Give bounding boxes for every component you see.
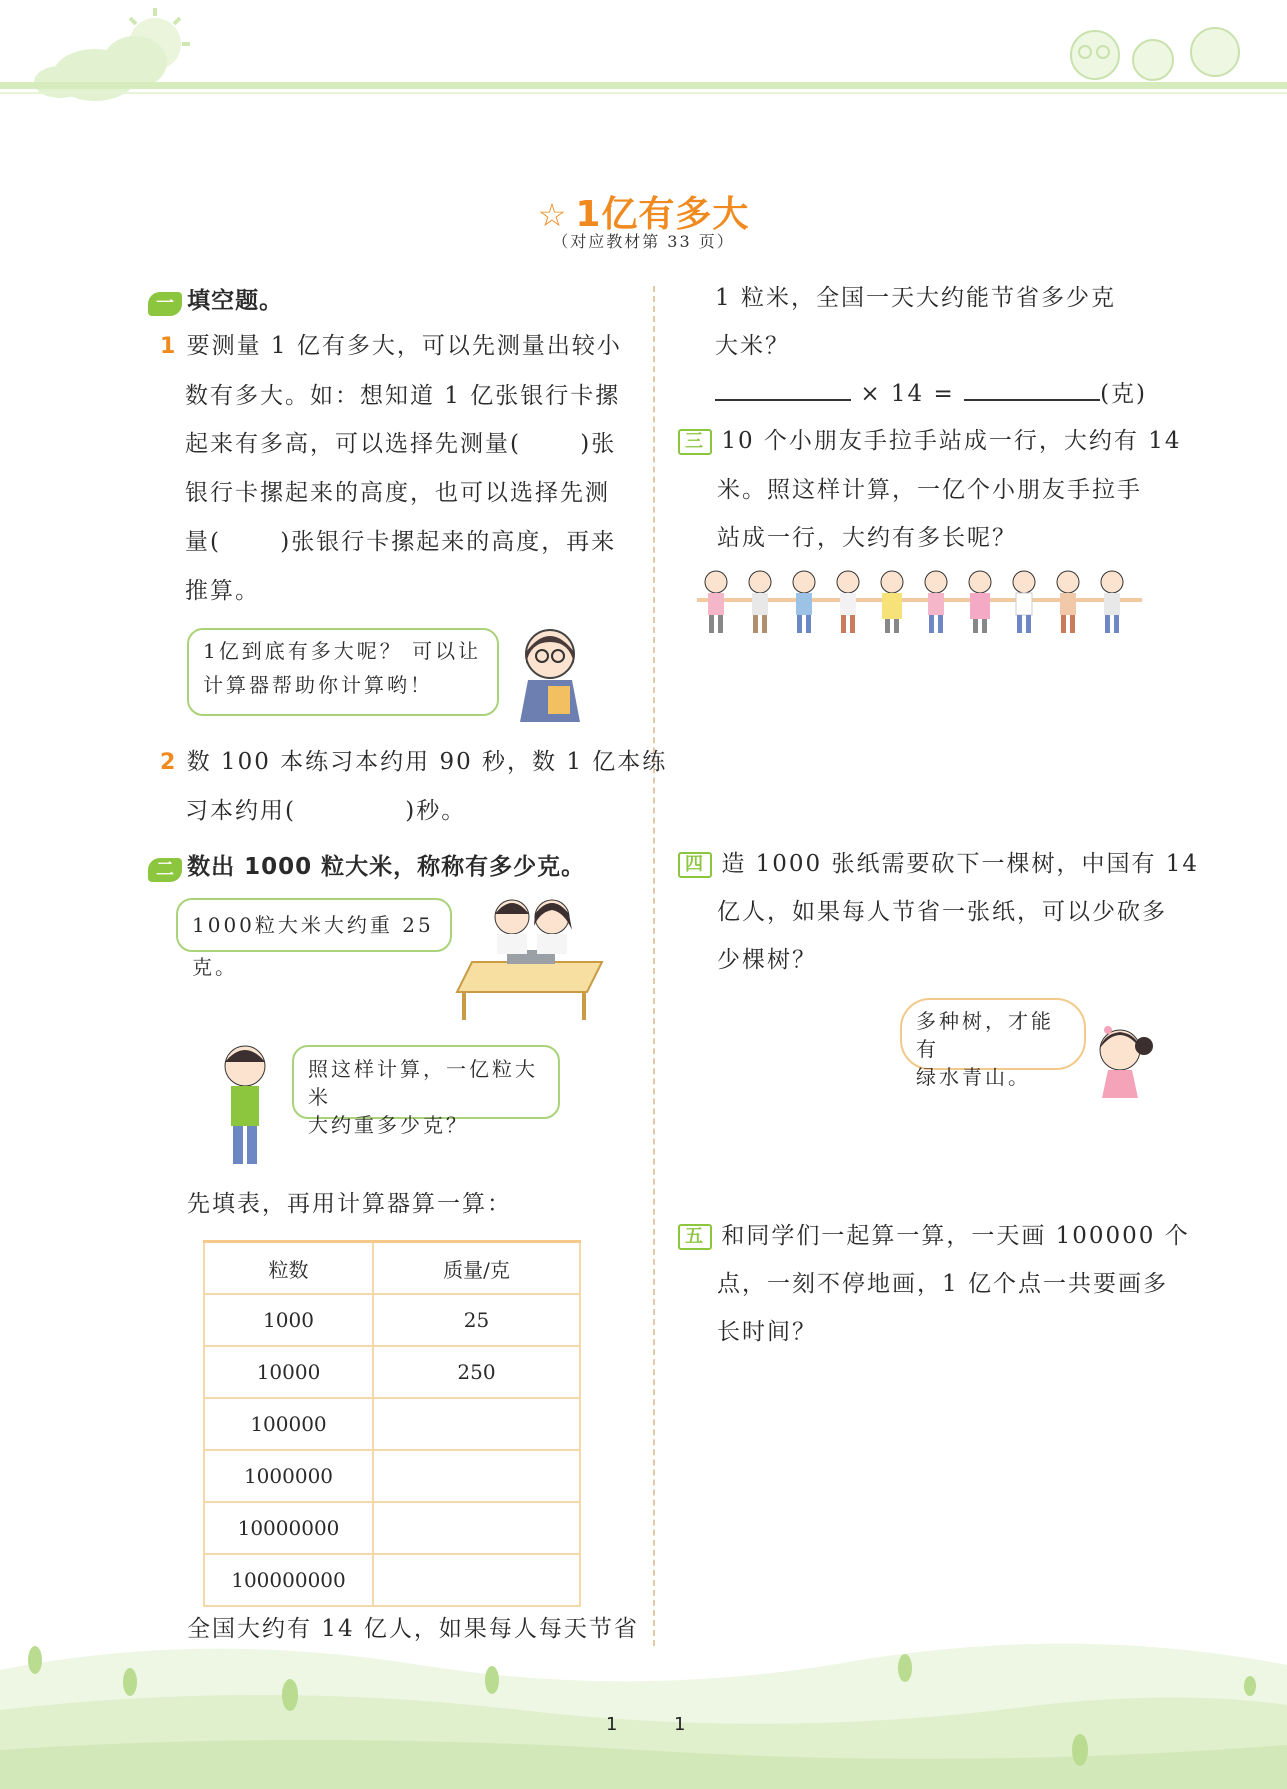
footer-hills-decoration: [0, 1610, 1287, 1789]
section2-cont-line-1: 1 粒米，全国一天大约能节省多少克: [715, 285, 1116, 311]
section2-title: 数出 1000 粒大米，称称有多少克。: [187, 854, 586, 880]
table-instruction: 先填表，再用计算器算一算：: [187, 1191, 512, 1217]
q2-line-2: 习本约用( )秒。: [185, 798, 467, 824]
section4-line-2: 亿人，如果每人节省一张纸，可以少砍多: [717, 899, 1167, 925]
section5-badge: 五: [678, 1224, 712, 1250]
table-row: 1000 25: [204, 1294, 580, 1346]
tree-tip-bubble: 多种树，才能有 绿水青山。: [900, 998, 1086, 1070]
girl-illustration: [1088, 1020, 1158, 1100]
rice-weight-bubble: 1000粒大米大约重 25 克。: [176, 898, 452, 952]
section4-line-1: 四 造 1000 张纸需要砍下一棵树，中国有 14: [678, 840, 1199, 888]
formula-line: [715, 370, 1147, 418]
section4-badge: 四: [678, 852, 712, 878]
q1-line-6: 推算。: [185, 578, 260, 604]
rice-weight-table: [203, 1240, 581, 1607]
table-header-mass: 质量/克: [373, 1242, 580, 1295]
page-number-right: 1: [674, 1714, 686, 1735]
section2-tail-line: 全国大约有 14 亿人，如果每人每天节省: [187, 1616, 639, 1642]
section1-badge: 一: [148, 292, 182, 316]
q1-line-2: 数有多大。如：想知道 1 亿张银行卡摞: [185, 383, 621, 409]
table-row: 100000000: [204, 1554, 580, 1606]
section1-title: 填空题。: [187, 288, 284, 314]
page-title-text: 1亿有多大: [575, 194, 750, 235]
q1-tip-bubble: 1亿到底有多大呢？ 可以让 计算器帮助你计算哟！: [187, 628, 499, 716]
page-subtitle: （对应教材第 33 页）: [552, 232, 735, 251]
section3-line-3: 站成一行，大约有多长呢？: [717, 525, 1017, 551]
teacher-illustration: [500, 624, 590, 724]
table-header-row: [204, 1242, 580, 1295]
answer-cell[interactable]: [373, 1502, 580, 1554]
section5-line-1: 五 和同学们一起算一算，一天画 100000 个: [678, 1212, 1190, 1260]
kids-weighing-illustration: [452, 892, 612, 1022]
formula-operator: × 14 =: [860, 381, 955, 407]
section1-header: [148, 282, 283, 316]
section5-line-3: 长时间？: [717, 1319, 817, 1345]
column-divider: [653, 286, 655, 1646]
q1-line-4: 银行卡摞起来的高度，也可以选择先测: [185, 480, 610, 506]
section2-badge: 二: [148, 858, 182, 882]
section5-line-2: 点，一刻不停地画，1 亿个点一共要画多: [717, 1271, 1168, 1297]
formula-blank-2[interactable]: [964, 373, 1100, 401]
q2-number: 2: [160, 750, 178, 775]
answer-cell[interactable]: [373, 1450, 580, 1502]
table-row: 10000000: [204, 1502, 580, 1554]
q1-line-1: 1 要测量 1 亿有多大，可以先测量出较小: [160, 333, 622, 359]
boy-thinking-illustration: [215, 1040, 275, 1170]
answer-cell[interactable]: [373, 1398, 580, 1450]
q1-line-3: 起来有多高，可以选择先测量( )张: [185, 431, 617, 457]
table-row: 100000: [204, 1398, 580, 1450]
section3-line-1: 三 10 个小朋友手拉手站成一行，大约有 14: [678, 417, 1181, 465]
section2-header: [148, 848, 585, 882]
q1-line-5: 量( )张银行卡摞起来的高度，再来: [185, 529, 617, 555]
star-icon: ☆: [537, 196, 568, 234]
q2-line-1: 2 数 100 本练习本约用 90 秒，数 1 亿本练: [160, 749, 668, 775]
table-header-count: 粒数: [204, 1242, 373, 1295]
table-row: 10000 250: [204, 1346, 580, 1398]
page-number-left: 1: [606, 1714, 618, 1735]
animal-friends-icon: [1071, 28, 1239, 80]
formula-blank-1[interactable]: [715, 373, 851, 401]
header-line-thin: [0, 92, 1287, 94]
answer-cell[interactable]: [373, 1554, 580, 1606]
q1-number: 1: [160, 334, 178, 359]
section3-line-2: 米。照这样计算，一亿个小朋友手拉手: [717, 477, 1142, 503]
header-line: [0, 82, 1287, 89]
formula-unit: (克): [1100, 381, 1148, 407]
section2-cont-line-2: 大米？: [715, 333, 790, 359]
table-row: 1000000: [204, 1450, 580, 1502]
section3-badge: 三: [678, 429, 712, 455]
section4-line-3: 少棵树？: [717, 947, 817, 973]
children-holding-hands-illustration: [692, 568, 1146, 640]
rice-question-bubble: 照这样计算，一亿粒大米 大约重多少克？: [292, 1045, 560, 1119]
